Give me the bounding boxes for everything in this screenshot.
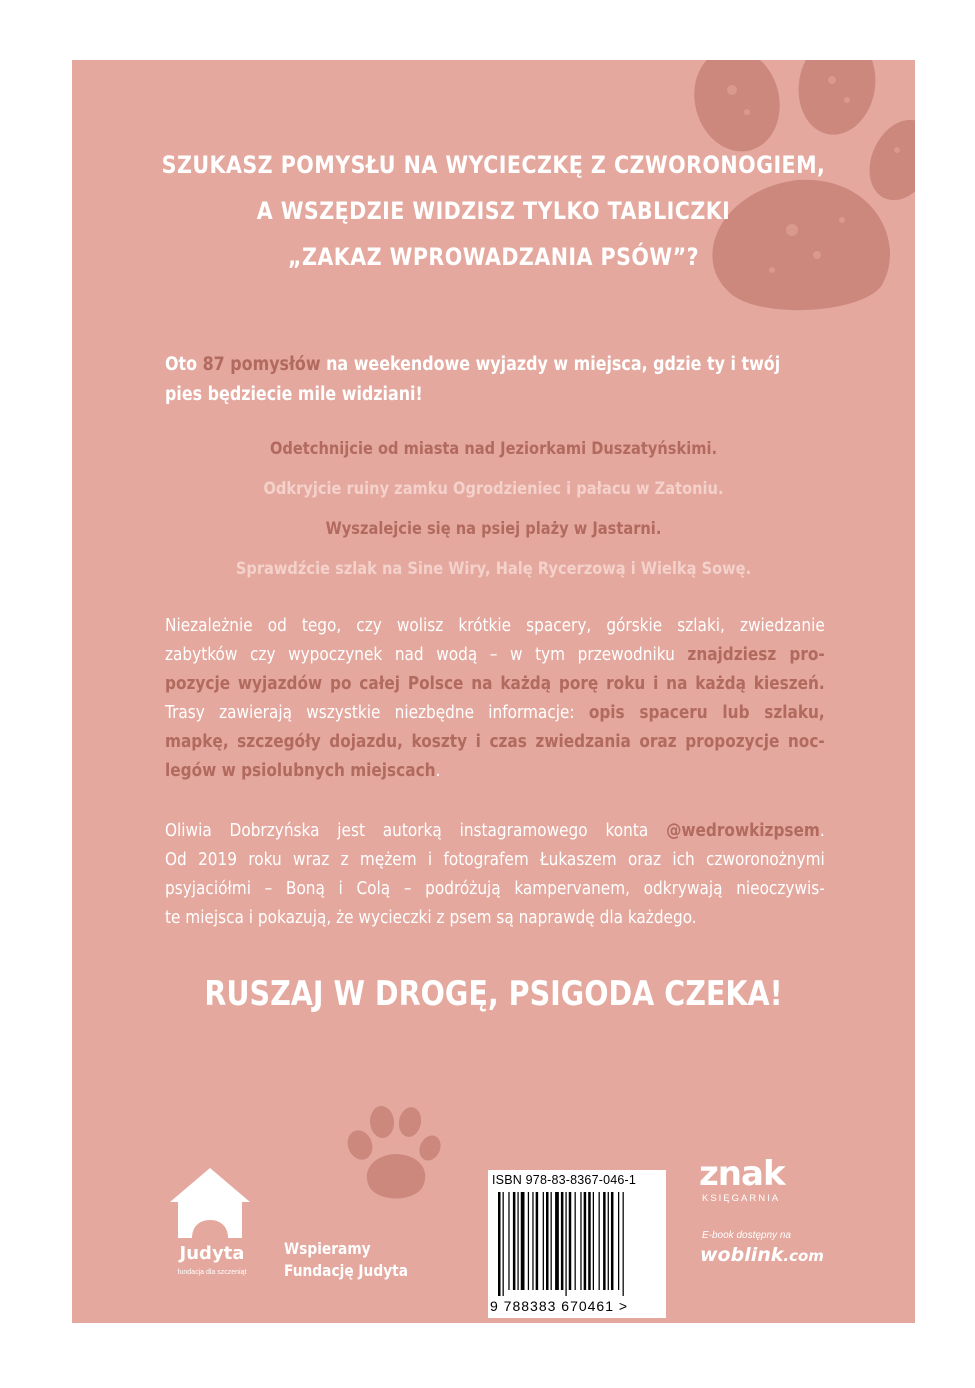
support-line: Wspieramy <box>284 1239 371 1258</box>
headline <box>131 142 856 280</box>
description-line <box>165 757 825 786</box>
instagram-handle: @wedrowkizpsem <box>666 821 820 841</box>
ideas-count-highlight: 87 pomysłów <box>202 354 321 375</box>
description-line <box>165 699 825 728</box>
barcode-bars <box>498 1192 658 1296</box>
isbn-label: ISBN 978-83-8367-046-1 <box>492 1173 637 1187</box>
intro-text-line: pies będziecie mile widziani! <box>165 384 423 405</box>
intro-text-part: na weekendowe wyjazdy w miejsca, gdzie ty i twój <box>320 354 781 375</box>
idea-item: Odkryjcie ruiny zamku Ogrodzieniec i pałacu w Zatoniu. <box>263 479 724 499</box>
author-line: Od 2019 roku wraz z mężem i fotografem Łukaszem oraz ich czworonożnymi <box>165 850 825 870</box>
support-note <box>284 1238 408 1282</box>
intro-text <box>165 350 781 410</box>
judyta-logo-text: Judyta <box>179 1243 245 1264</box>
author-text-part: . <box>819 821 825 841</box>
small-paw-print-icon <box>340 1100 450 1210</box>
woblink-logo <box>700 1244 824 1266</box>
ideas-list <box>131 434 856 594</box>
author-line: te miejsca i pokazują, że wycieczki z psem są naprawdę dla każdego. <box>165 908 697 928</box>
description-paragraph <box>165 612 825 786</box>
idea-item: Odetchnijcie od miasta nad Jeziorkami Duszatyńskimi. <box>269 439 718 459</box>
description-line: pozycje wyjazdów po całej Polsce na każdą porę roku i na każdą kieszeń. <box>165 674 825 694</box>
judyta-logo-subtitle: fundacja dla szczeniąt <box>177 1269 247 1276</box>
support-line: Fundację Judyta <box>284 1261 409 1280</box>
description-bold-part: opis spaceru lub szlaku, <box>588 703 825 723</box>
author-line: psyjaciółmi – Boną i Colą – podróżują kampervanem, odkrywają nieoczywis- <box>165 879 825 899</box>
description-bold-part: legów w psiolubnych miejscach <box>165 761 436 781</box>
barcode <box>488 1170 666 1318</box>
znak-logo-subtitle: KSIĘGARNIA <box>702 1193 781 1204</box>
description-text-part: . <box>435 761 441 781</box>
idea-item: Wyszalejcie się na psiej plaży w Jastarni. <box>325 519 662 539</box>
book-back-cover <box>72 60 915 1323</box>
barcode-digits: 9 788383 670461 > <box>490 1298 629 1314</box>
headline-line: SZUKASZ POMYSŁU NA WYCIECZKĘ Z CZWORONOGIEM, <box>161 151 826 179</box>
author-paragraph <box>165 817 825 933</box>
intro-text-part: Oto <box>165 354 203 375</box>
description-line <box>165 641 825 670</box>
headline-line: „ZAKAZ WPROWADZANIA PSÓW”? <box>288 243 699 271</box>
znak-logo: znak <box>699 1154 785 1194</box>
idea-item: Sprawdźcie szlak na Sine Wiry, Halę Rycerzową i Wielką Sowę. <box>235 559 752 579</box>
description-line: Niezależnie od tego, czy wolisz krótkie spacery, górskie szlaki, zwiedzanie <box>165 616 825 636</box>
author-line <box>165 817 825 846</box>
author-text-part: Oliwia Dobrzyńska jest autorką instagramowego konta <box>165 821 667 841</box>
headline-line: A WSZĘDZIE WIDZISZ TYLKO TABLICZKI <box>256 197 731 225</box>
ebook-note: E-book dostępny na <box>702 1230 791 1241</box>
woblink-name: woblink <box>700 1244 784 1266</box>
description-text-part: Trasy zawierają wszystkie niezbędne informacje: <box>165 703 589 723</box>
description-bold-part: znajdziesz pro- <box>687 645 825 665</box>
description-line: mapkę, szczegóły dojazdu, koszty i czas zwiedzania oraz propozycje noc- <box>165 732 825 752</box>
woblink-domain: .com <box>783 1247 824 1265</box>
house-logo-icon <box>166 1164 254 1244</box>
description-text-part: zabytków czy wypoczynek nad wodą – w tym przewodniku <box>165 645 688 665</box>
final-slogan: RUSZAJ W DROGĘ, PSIGODA CZEKA! <box>204 974 783 1014</box>
